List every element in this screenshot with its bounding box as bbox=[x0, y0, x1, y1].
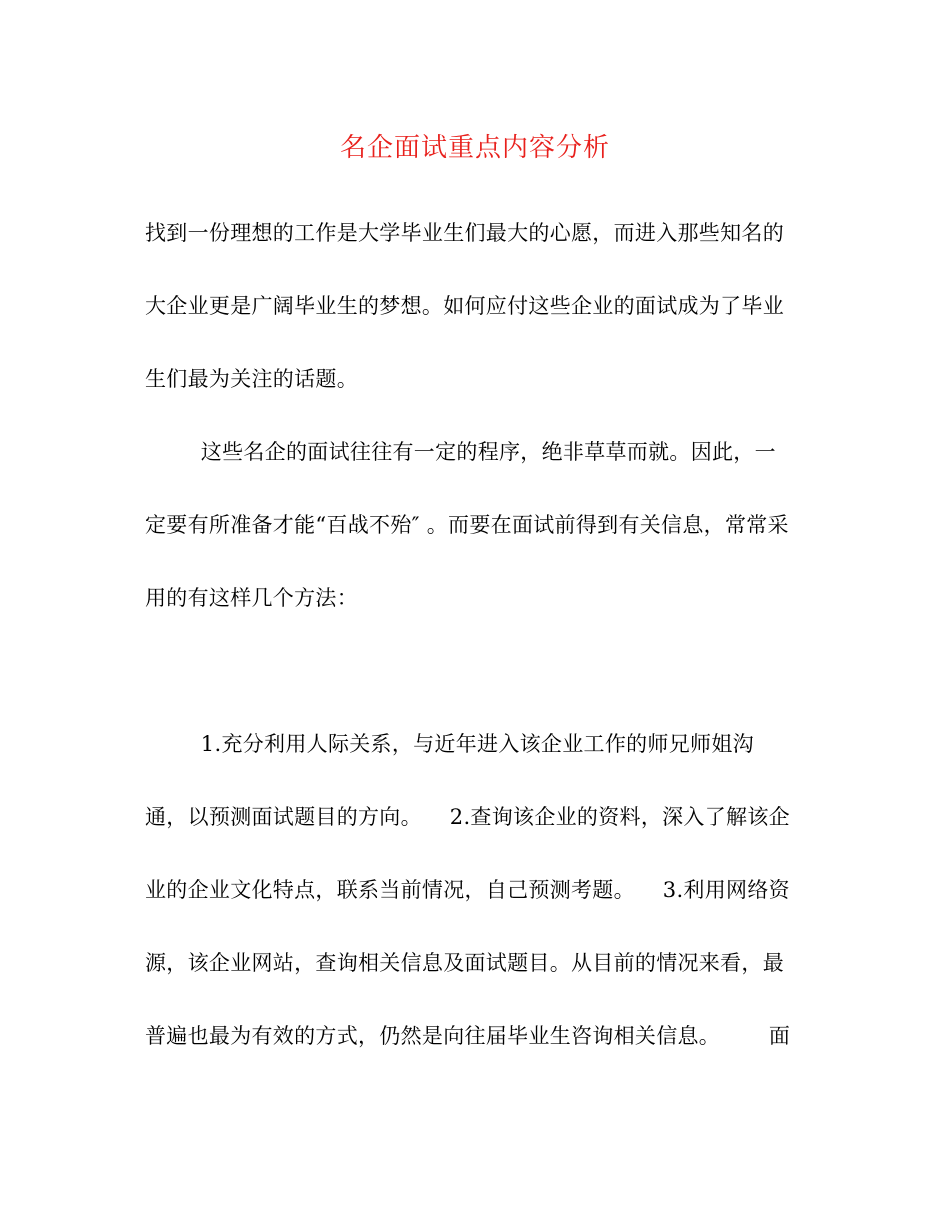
paragraph-line: 大企业更是广阔毕业生的梦想。如何应付这些企业的面试成为了毕业 bbox=[145, 294, 784, 318]
paragraph-line: 这些名企的面试往往有一定的程序，绝非草草而就。因此，一 bbox=[145, 440, 776, 464]
paragraph-line: 定要有所准备才能“百战不殆″ 。而要在面试前得到有关信息，常常采 bbox=[145, 513, 789, 537]
paragraph-line: 1.充分利用人际关系，与近年进入该企业工作的师兄师姐沟 bbox=[145, 732, 754, 756]
document-title: 名企面试重点内容分析 bbox=[339, 133, 610, 163]
paragraph-line: 用的有这样几个方法： bbox=[145, 586, 358, 610]
paragraph-line: 源，该企业网站，查询相关信息及面试题目。从目前的情况来看，最 bbox=[145, 951, 784, 975]
paragraph-line: 普遍也最为有效的方式，仍然是向往届毕业生咨询相关信息。 面 bbox=[145, 1024, 791, 1048]
paragraph-line: 业的企业文化特点，联系当前情况，自己预测考题。 3.利用网络资 bbox=[145, 878, 790, 902]
paragraph-line: 生们最为关注的话题。 bbox=[145, 367, 358, 391]
paragraph-line: 找到一份理想的工作是大学毕业生们最大的心愿，而进入那些知名的 bbox=[145, 221, 784, 245]
paragraph-line: 通，以预测面试题目的方向。 2.查询该企业的资料，深入了解该企 bbox=[145, 805, 790, 829]
